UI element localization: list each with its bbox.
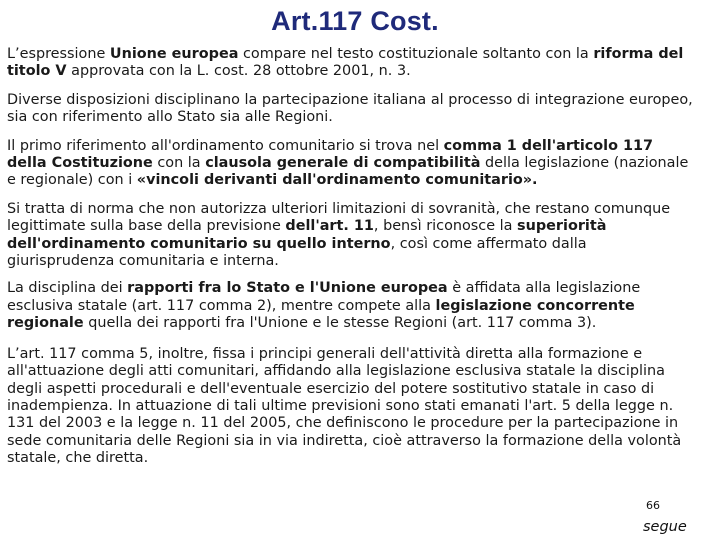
paragraph-5 [7,280,697,332]
term-comma-1: comma 1 dell'articolo 117 della Costituzione [7,137,654,172]
text-run: della legislazione (nazionale e regionale) con i [7,155,689,189]
text-run: L’art. 117 comma 5, inoltre, fissa i principi generali dell'attività diretta alla formazione e all'attuazione degli atti comunitari, affidando alla legislazione esclusiva statale la disciplina degli aspetti procedurali e dell'eventuale esercizio del potere sostitutivo statale in caso di inadempienza. In attuazione di tali ultime previsioni sono stati emanati l'art. 5 della legge n. 131 del 2003 e la legge n. 11 del 2005, che definiscono le procedure per la partecipazione in sede comunitaria delle Regioni sia in via indiretta, cioè attraverso la formazione della volontà statale, che diretta. [7,345,682,467]
term-superiorita: superiorità dell'ordinamento comunitario su quello interno [7,218,607,252]
paragraph-3 [7,138,697,190]
paragraph-2 [7,92,697,127]
text-run: è affidata alla legislazione esclusiva statale (art. 117 comma 2), mentre compete alla [7,280,641,314]
text-run: La disciplina dei [7,280,128,297]
paragraph-4 [7,201,697,271]
next-slide-link[interactable]: segue [643,519,687,535]
text-run: , così come affermato dalla giurisprudenza comunitaria e interna. [7,235,587,270]
text-run: Si tratta di norma che non autorizza ulteriori limitazioni di sovranità, che restano comunque legittimate sulla base della previsione [7,200,671,235]
term-riforma-titolo-v: riforma del titolo V [7,46,684,80]
text-run: , bensì riconosce la [373,218,518,235]
term-legislazione-concorrente: legislazione concorrente regionale [7,297,635,332]
text-run: compare nel testo costituzionale soltanto con la [238,46,594,62]
term-vincoli: «vincoli derivanti dall'ordinamento comunitario». [136,172,538,189]
body-text [7,46,697,479]
text-run: Diverse disposizioni disciplinano la partecipazione italiana al processo di integrazione europeo, sia con riferimento allo Stato sia alle Regioni. [7,91,693,126]
term-art-11: dell'art. 11 [285,218,374,235]
text-run: con la [152,155,206,172]
term-rapporti: rapporti fra lo Stato e l'Unione europea [127,280,448,297]
paragraph-1 [7,46,697,81]
term-clausola: clausola generale di compatibilità [205,155,481,172]
text-run: L’espressione [7,46,110,62]
text-run: approvata con la L. cost. 28 ottobre 2001, n. 3. [66,63,411,80]
slide-title: Art.117 Cost. [271,6,439,36]
page-number: 66 [646,499,660,512]
paragraph-6 [7,346,697,468]
text-run: Il primo riferimento all'ordinamento comunitario si trova nel [7,137,444,154]
term-unione-europea: Unione europea [109,46,239,62]
text-run: quella dei rapporti fra l'Unione e le stesse Regioni (art. 117 comma 3). [83,315,597,332]
